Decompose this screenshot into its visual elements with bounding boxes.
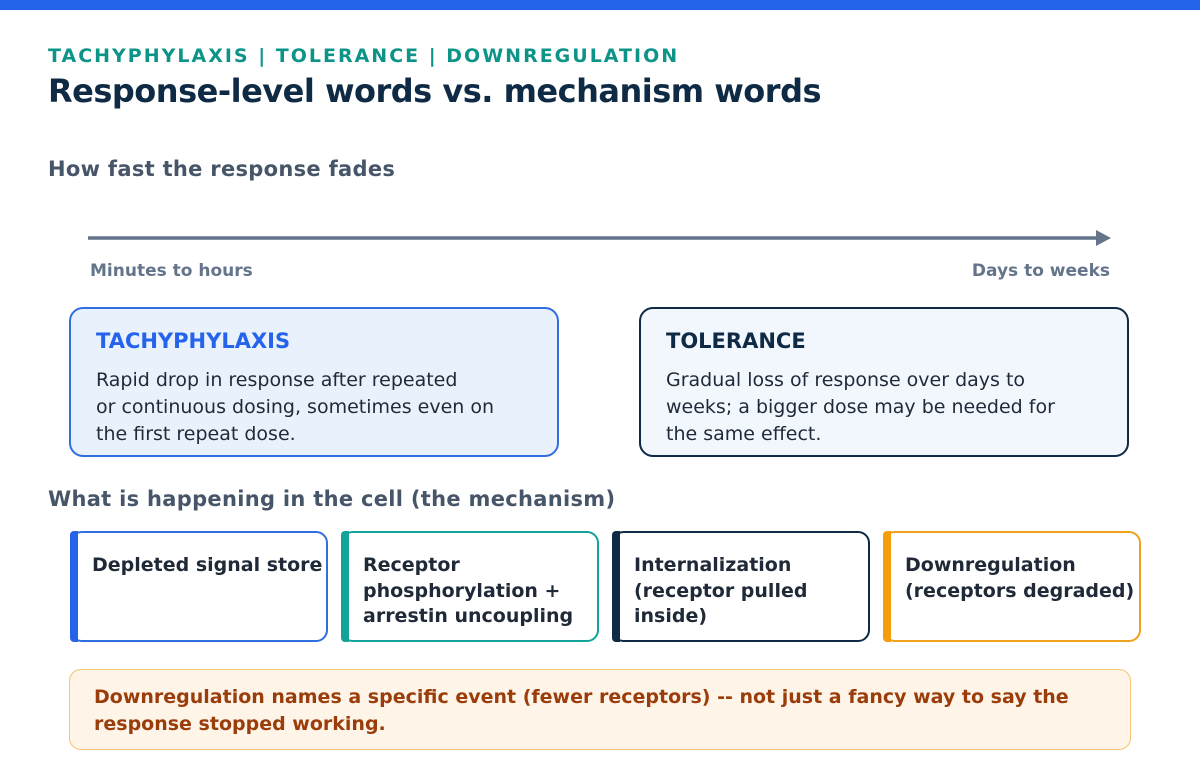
text-line: weeks; a bigger dose may be needed for [666,396,1055,418]
tolerance-card-text [666,367,1096,448]
text-line: Rapid drop in response after repeated [96,369,458,391]
key-note-callout [69,669,1131,750]
tachyphylaxis-card-title: TACHYPHYLAXIS [96,329,291,353]
text-line: inside) [634,605,708,627]
tolerance-card [639,307,1129,457]
text-line: response stopped working. [94,713,386,735]
text-line: Internalization [634,554,792,576]
mechanism-accent-bar [883,531,891,642]
timeline-arrow [88,229,1112,247]
text-line: Depleted signal store [92,554,323,576]
mechanism-accent-bar [70,531,78,642]
mechanism-card-text [905,553,1145,604]
text-line: Downregulation [905,554,1076,576]
text-line: phosphorylation + [363,579,561,602]
mechanism-card-downregulation [883,531,1141,642]
text-line: Gradual loss of response over days to [666,369,1026,391]
eyebrow-label: TACHYPHYLAXIS | TOLERANCE | DOWNREGULATION [48,45,680,67]
mechanism-card-phosphorylation [341,531,599,642]
page-title: Response-level words vs. mechanism words [48,72,822,110]
timeline-end-label: Days to weeks [971,261,1110,281]
mechanism-accent-bar [612,531,620,642]
text-line: or continuous dosing, sometimes even on [96,396,495,418]
mechanism-heading: What is happening in the cell (the mechanism) [48,487,616,511]
tachyphylaxis-card-text [96,367,526,448]
timeline-arrowhead [1096,230,1111,246]
mechanism-card-depleted-store [70,531,328,642]
text-line: arrestin uncoupling [363,605,574,627]
mechanism-accent-bar [341,531,349,642]
text-line: Receptor [363,554,460,576]
tolerance-card-title: TOLERANCE [666,329,806,353]
key-note-text [94,684,1144,738]
tachyphylaxis-card [69,307,559,457]
timeline-heading: How fast the response fades [48,157,396,181]
top-accent-bar [0,0,1200,10]
text-line: the same effect. [666,423,822,445]
text-line: Downregulation names a specific event (fewer receptors) -- not just a fancy way to say the [94,686,1069,708]
text-line: (receptors degraded) [905,579,1135,602]
text-line: the first repeat dose. [96,423,296,445]
mechanism-card-text [634,553,874,630]
mechanism-card-internalization [612,531,870,642]
mechanism-card-text [92,553,332,579]
mechanism-card-text [363,553,603,630]
timeline-start-label: Minutes to hours [90,261,253,281]
text-line: (receptor pulled [634,579,808,602]
